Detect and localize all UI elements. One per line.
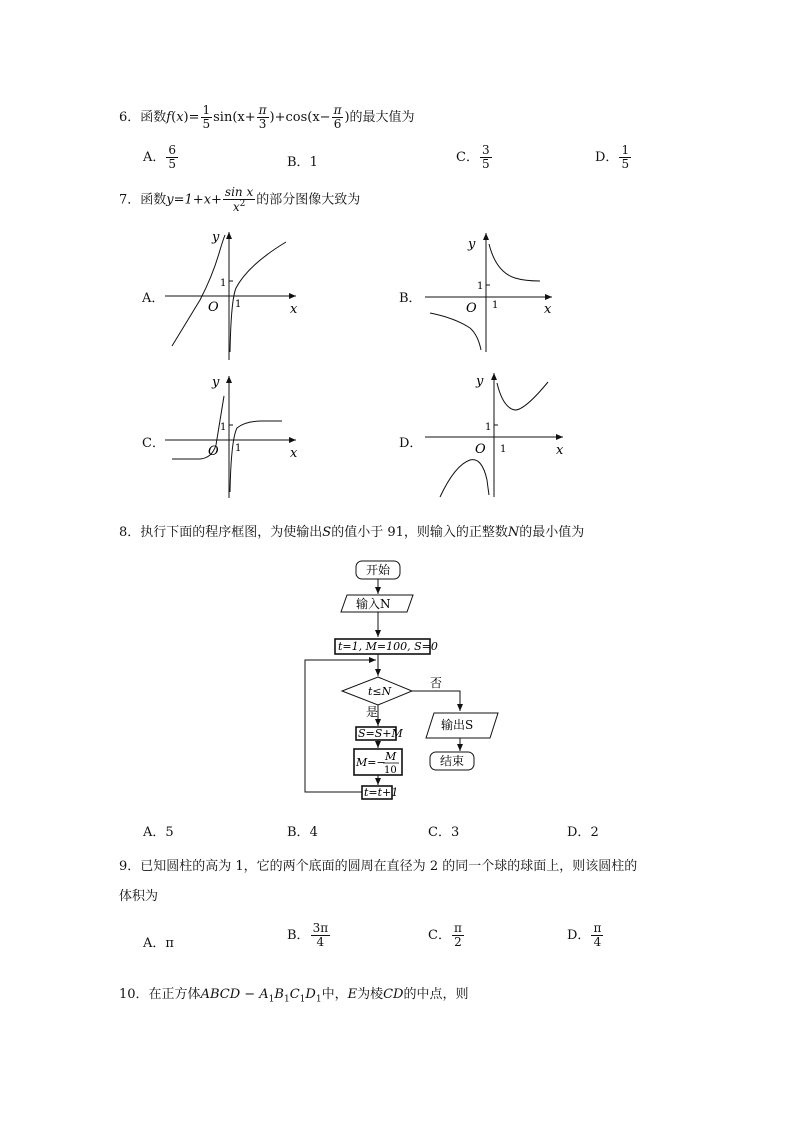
question-7: 7．函数y=1+x+ $\frac{\text{sin x}}{x^2}$ 的部分图像大致为	[119, 185, 361, 215]
flow-init-label: t=1, M=100, S=0	[338, 640, 438, 653]
graph-a-x-label: x	[290, 302, 298, 317]
q6-option-b: B．1	[287, 155, 318, 170]
q8-option-a: A．5	[143, 825, 174, 840]
q8-option-c: C．3	[428, 825, 460, 840]
q6-option-d: D． $\frac{1}{5}$	[595, 143, 630, 172]
graph-b-x-label: x	[544, 302, 552, 317]
graph-c-one-y: 1	[220, 422, 227, 433]
q6-number: 6．	[119, 110, 141, 126]
question-8: 8．执行下面的程序框图，为使输出S的值小于 91，则输入的正整数N的最小值为	[119, 525, 585, 540]
graph-a-y-label: y	[212, 230, 220, 245]
q6-option-c: C． $\frac{3}{5}$	[456, 143, 490, 172]
flow-step2-den: 10	[384, 765, 397, 776]
graph-a-one-x: 1	[235, 299, 242, 310]
q9-option-b: B． $\frac{3\pi}{4}$	[287, 921, 329, 950]
q7-expr: y=1+x+	[166, 192, 222, 208]
flow-end-label: 结束	[440, 754, 465, 768]
flow-start-label: 开始	[366, 563, 391, 577]
flow-step2-num: M	[385, 750, 397, 763]
q8-option-b: B．4	[287, 825, 318, 840]
question-9-line2: 体积为	[119, 889, 159, 904]
graph-d-y-label: y	[476, 374, 484, 389]
q7-option-b: B．	[399, 291, 422, 306]
graph-d-origin: O	[475, 442, 486, 457]
q6-frac-pi-6: $\frac{\pi}{6}$	[333, 103, 342, 132]
flow-output-label: 输出S	[441, 718, 474, 732]
q6-frac-1-5: $\frac{1}{5}$	[202, 103, 211, 132]
graph-d-one-y: 1	[485, 422, 492, 433]
q7-option-c: C．	[142, 436, 165, 451]
graph-c-x-label: x	[290, 446, 298, 461]
q9-option-c: C． $\frac{\pi}{2}$	[428, 921, 462, 950]
q8-option-d: D．2	[567, 825, 599, 840]
flow-step3-label: t=t+1	[364, 786, 399, 799]
q6-option-a: A． $\frac{6}{5}$	[143, 143, 177, 172]
flow-step1-label: S=S+M	[358, 727, 403, 740]
graph-c-one-x: 1	[235, 443, 242, 454]
graph-b-one-y: 1	[477, 281, 484, 292]
question-10: 10．在正方体ABCD − $A_1B_1C_1D_1$中，E为棱CD的中点，则	[119, 987, 469, 1005]
flow-step2-lhs: M=−	[356, 756, 386, 769]
q6-eq: )=	[183, 110, 200, 126]
graph-c-y-label: y	[212, 375, 220, 390]
graph-d-x-label: x	[556, 443, 564, 458]
flow-yes-label: 是	[366, 705, 379, 719]
q6-suffix: )的最大值为	[344, 110, 415, 126]
question-9-line1: 9．已知圆柱的高为 1，它的两个底面的圆周在直径为 2 的同一个球的球面上，则该圆柱的	[119, 859, 638, 874]
q7-option-d: D．	[399, 436, 423, 451]
q6-f: f	[166, 110, 172, 126]
question-6: 6．函数f(x)= $\frac{1}{5}$ sin(x+ $\frac{\pi}{3}$ )+cos(x− $\frac{\pi}{6}$ )的最大值为	[119, 103, 415, 132]
graph-c-origin: O	[208, 444, 219, 459]
graph-a-origin: O	[208, 300, 219, 315]
flow-no-label: 否	[430, 676, 443, 690]
q10-cube: ABCD − A	[200, 987, 269, 1002]
q7-frac: $\frac{\text{sin x}}{x^2}$	[224, 185, 254, 215]
graph-a-one-y: 1	[220, 278, 227, 289]
q9-option-a: A．π	[143, 936, 174, 951]
graph-d-one-x: 1	[500, 444, 507, 455]
graph-b-y-label: y	[468, 237, 476, 252]
q6-cos-part: )+cos(x−	[269, 110, 331, 126]
flow-cond-label: t≤N	[368, 685, 392, 698]
q6-x: x	[176, 110, 184, 126]
q7-option-a: A．	[142, 291, 165, 306]
q9-option-d: D． $\frac{\pi}{4}$	[567, 921, 602, 950]
q6-prefix: 函数	[140, 110, 167, 126]
graph-b-one-x: 1	[492, 300, 499, 311]
graph-b-origin: O	[466, 301, 477, 316]
q6-sin-part: sin(x+	[213, 110, 256, 126]
flow-input-label: 输入N	[356, 597, 391, 611]
q6-frac-pi-3: $\frac{\pi}{3}$	[258, 103, 267, 132]
